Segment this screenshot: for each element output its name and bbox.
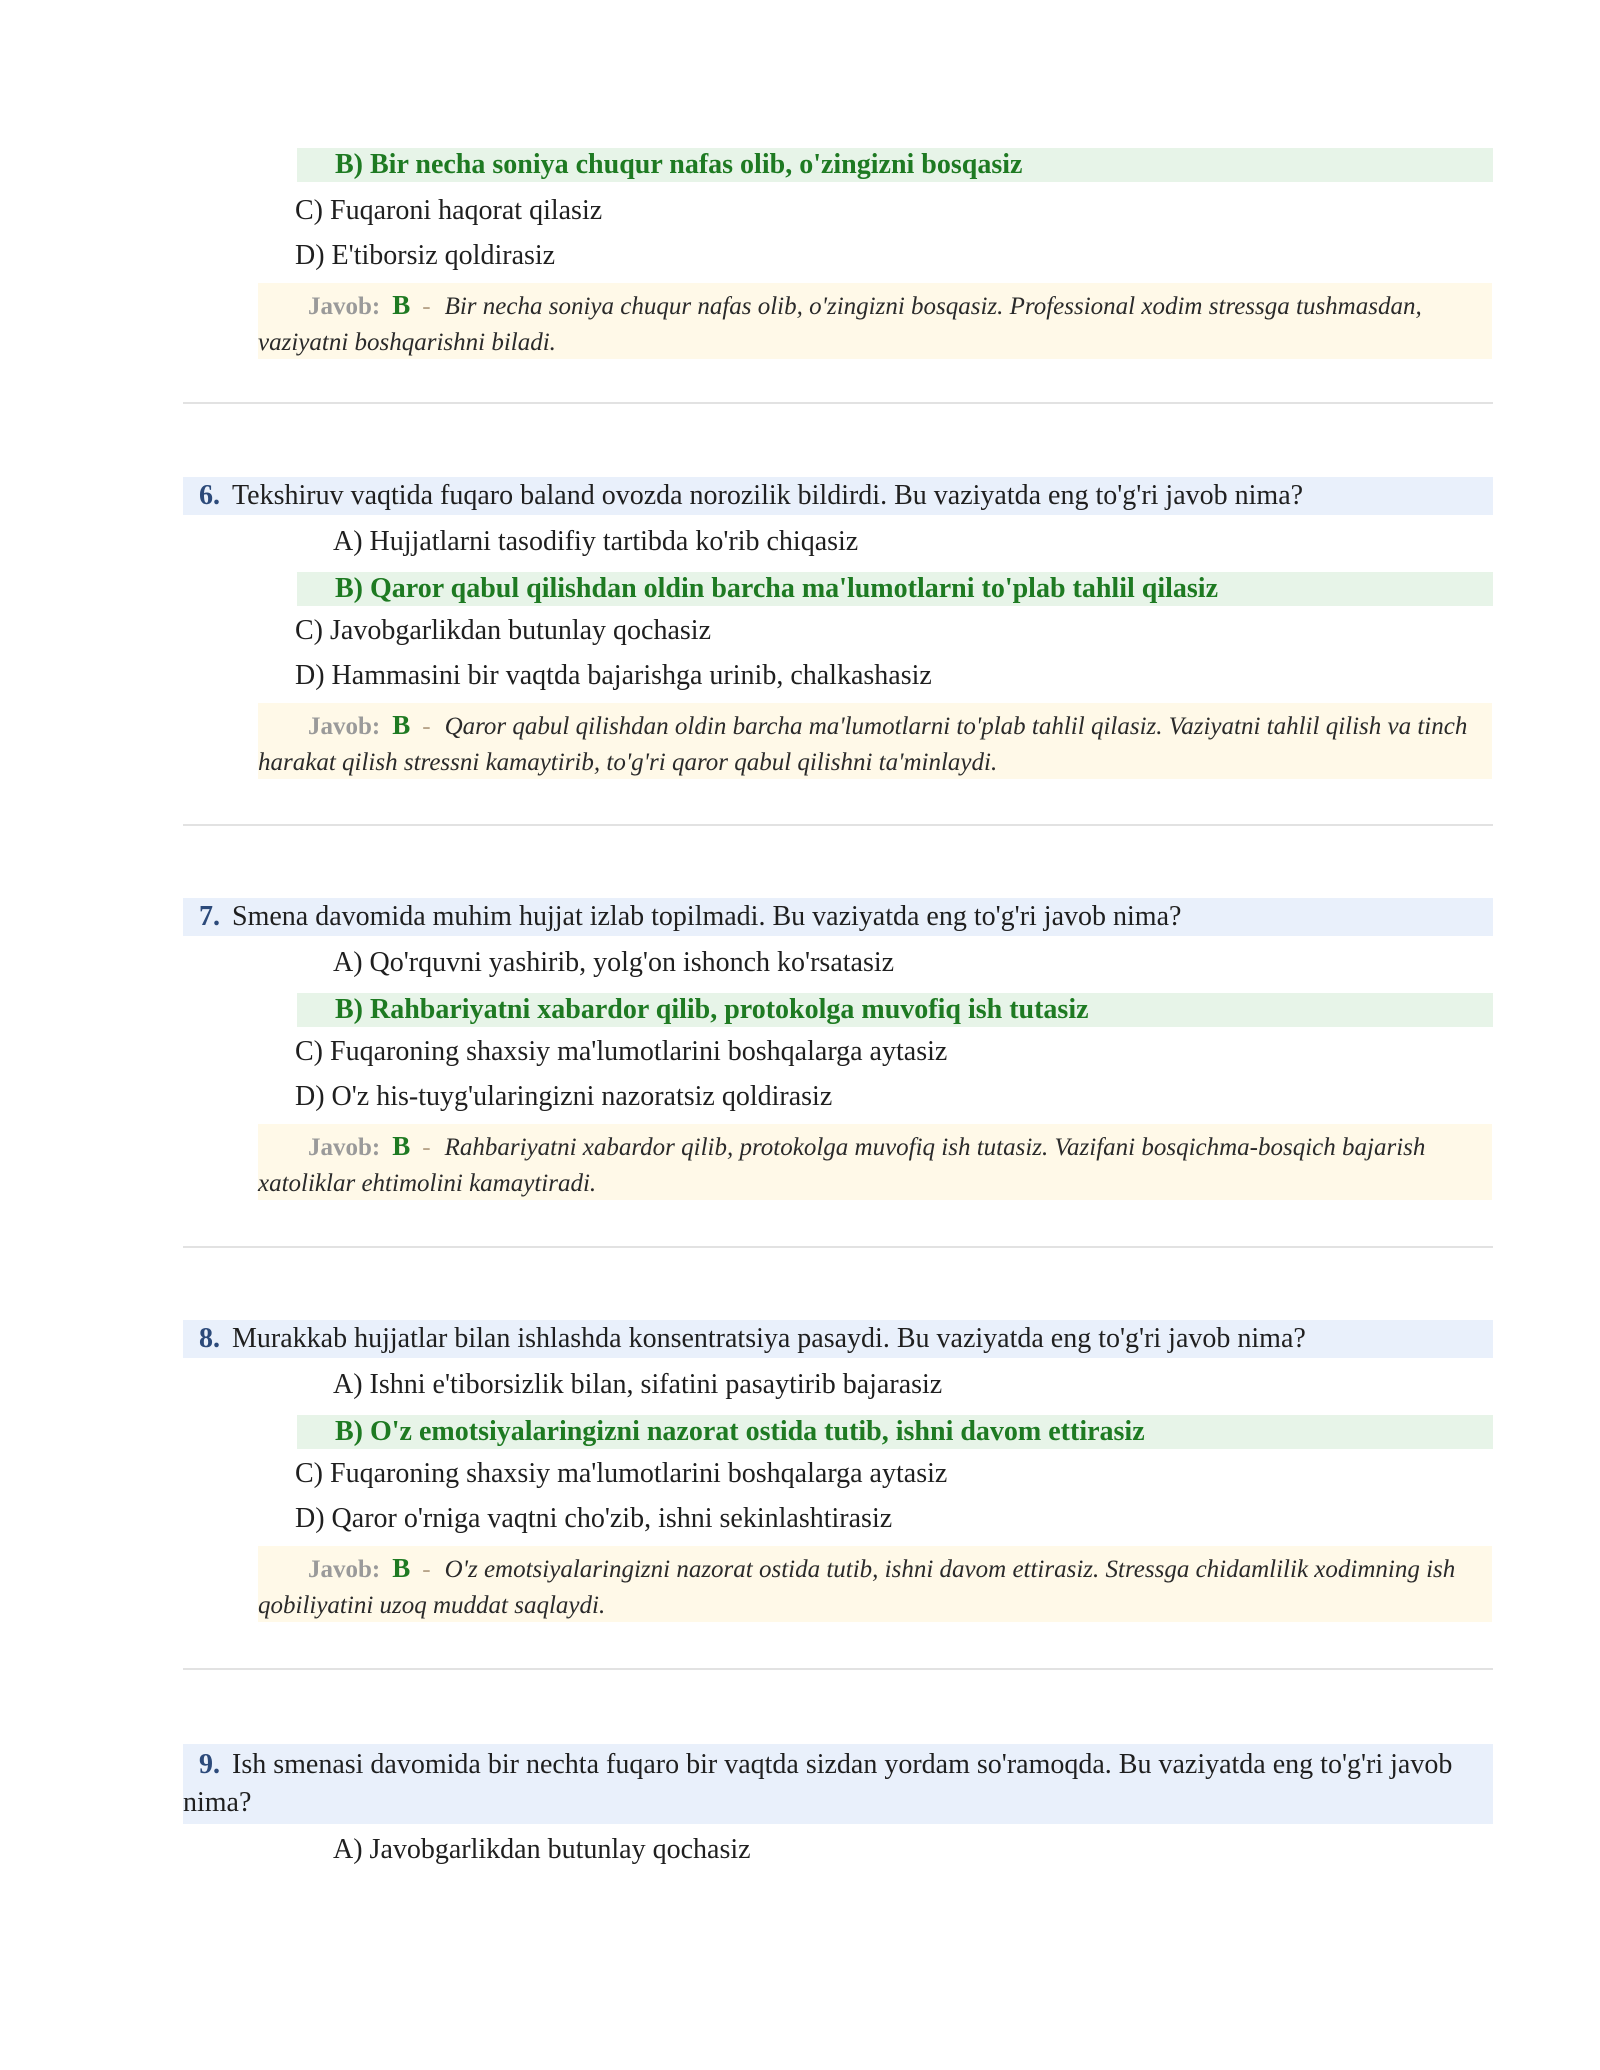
- answer-letter: B: [392, 1131, 411, 1161]
- option-c: C) Fuqaroni haqorat qilasiz: [295, 195, 603, 226]
- question-9: [183, 1744, 1493, 1824]
- divider: [183, 824, 1493, 826]
- option-b-correct: B) O'z emotsiyalaringizni nazorat ostida tutib, ishni davom ettirasiz: [297, 1415, 1493, 1449]
- option-d: D) O'z his-tuyg'ularingizni nazoratsiz qoldirasiz: [295, 1081, 833, 1112]
- answer-label: Javob:: [308, 1556, 381, 1583]
- answer-dash: -: [422, 713, 431, 740]
- question-text: Smena davomida muhim hujjat izlab topilmadi. Bu vaziyatda eng to'g'ri javob nima?: [232, 901, 1182, 932]
- answer-box: [258, 283, 1492, 359]
- question-7: [183, 898, 1493, 936]
- divider: [183, 1246, 1493, 1248]
- option-c: C) Fuqaroning shaxsiy ma'lumotlarini boshqalarga aytasiz: [295, 1458, 948, 1489]
- option-a: A) Ishni e'tiborsizlik bilan, sifatini pasaytirib bajarasiz: [333, 1369, 943, 1400]
- answer-text: Qaror qabul qilishdan oldin barcha ma'lumotlarni to'plab tahlil qilasiz. Vaziyatni tahlil qilish va tinch harakat qilish stressni kamaytirib, to'g'ri qaror qabul qilishni ta'minlaydi.: [258, 713, 1468, 776]
- answer-box: [258, 1124, 1492, 1200]
- option-c: C) Fuqaroning shaxsiy ma'lumotlarini boshqalarga aytasiz: [295, 1036, 948, 1067]
- answer-dash: -: [422, 1556, 431, 1583]
- answer-letter: B: [392, 710, 411, 740]
- option-a: A) Hujjatlarni tasodifiy tartibda ko'rib chiqasiz: [333, 526, 859, 557]
- option-b-correct: B) Rahbariyatni xabardor qilib, protokolga muvofiq ish tutasiz: [297, 993, 1493, 1027]
- answer-letter: B: [392, 290, 411, 320]
- option-d: D) Qaror o'rniga vaqtni cho'zib, ishni sekinlashtirasiz: [295, 1503, 893, 1534]
- question-number: 7.: [199, 901, 220, 932]
- option-b-correct: B) Qaror qabul qilishdan oldin barcha ma'lumotlarni to'plab tahlil qilasiz: [297, 572, 1493, 606]
- answer-box: [258, 703, 1492, 779]
- answer-label: Javob:: [308, 713, 381, 740]
- answer-label: Javob:: [308, 1134, 381, 1161]
- option-d: D) E'tiborsiz qoldirasiz: [295, 240, 556, 271]
- answer-dash: -: [422, 1134, 431, 1161]
- question-6: [183, 477, 1493, 515]
- question-number: 8.: [199, 1323, 220, 1354]
- option-c: C) Javobgarlikdan butunlay qochasiz: [295, 615, 712, 646]
- divider: [183, 402, 1493, 404]
- question-number: 6.: [199, 480, 220, 511]
- question-number: 9.: [199, 1749, 220, 1780]
- divider: [183, 1668, 1493, 1670]
- answer-dash: -: [422, 293, 431, 320]
- question-text: Ish smenasi davomida bir nechta fuqaro bir vaqtda sizdan yordam so'ramoqda. Bu vaziyatda eng to'g'ri javob nima?: [183, 1749, 1453, 1818]
- answer-text: O'z emotsiyalaringizni nazorat ostida tutib, ishni davom ettirasiz. Stressga chidamlilik xodimning ish qobiliyatini uzoq muddat saqlaydi.: [258, 1556, 1456, 1619]
- option-b-correct: B) Bir necha soniya chuqur nafas olib, o'zingizni bosqasiz: [297, 148, 1493, 182]
- question-8: [183, 1320, 1493, 1358]
- answer-text: Bir necha soniya chuqur nafas olib, o'zingizni bosqasiz. Professional xodim stressga tushmasdan, vaziyatni boshqarishni biladi.: [258, 293, 1422, 356]
- option-d: D) Hammasini bir vaqtda bajarishga urinib, chalkashasiz: [295, 660, 932, 691]
- option-a: A) Qo'rquvni yashirib, yolg'on ishonch ko'rsatasiz: [333, 947, 895, 978]
- answer-box: [258, 1546, 1492, 1622]
- question-text: Tekshiruv vaqtida fuqaro baland ovozda norozilik bildirdi. Bu vaziyatda eng to'g'ri javob nima?: [232, 480, 1304, 511]
- answer-text: Rahbariyatni xabardor qilib, protokolga muvofiq ish tutasiz. Vazifani bosqichma-bosqich bajarish xatoliklar ehtimolini kamaytiradi.: [258, 1134, 1426, 1197]
- answer-label: Javob:: [308, 293, 381, 320]
- answer-letter: B: [392, 1553, 411, 1583]
- option-a: A) Javobgarlikdan butunlay qochasiz: [333, 1834, 751, 1865]
- question-text: Murakkab hujjatlar bilan ishlashda konsentratsiya pasaydi. Bu vaziyatda eng to'g'ri javob nima?: [232, 1323, 1306, 1354]
